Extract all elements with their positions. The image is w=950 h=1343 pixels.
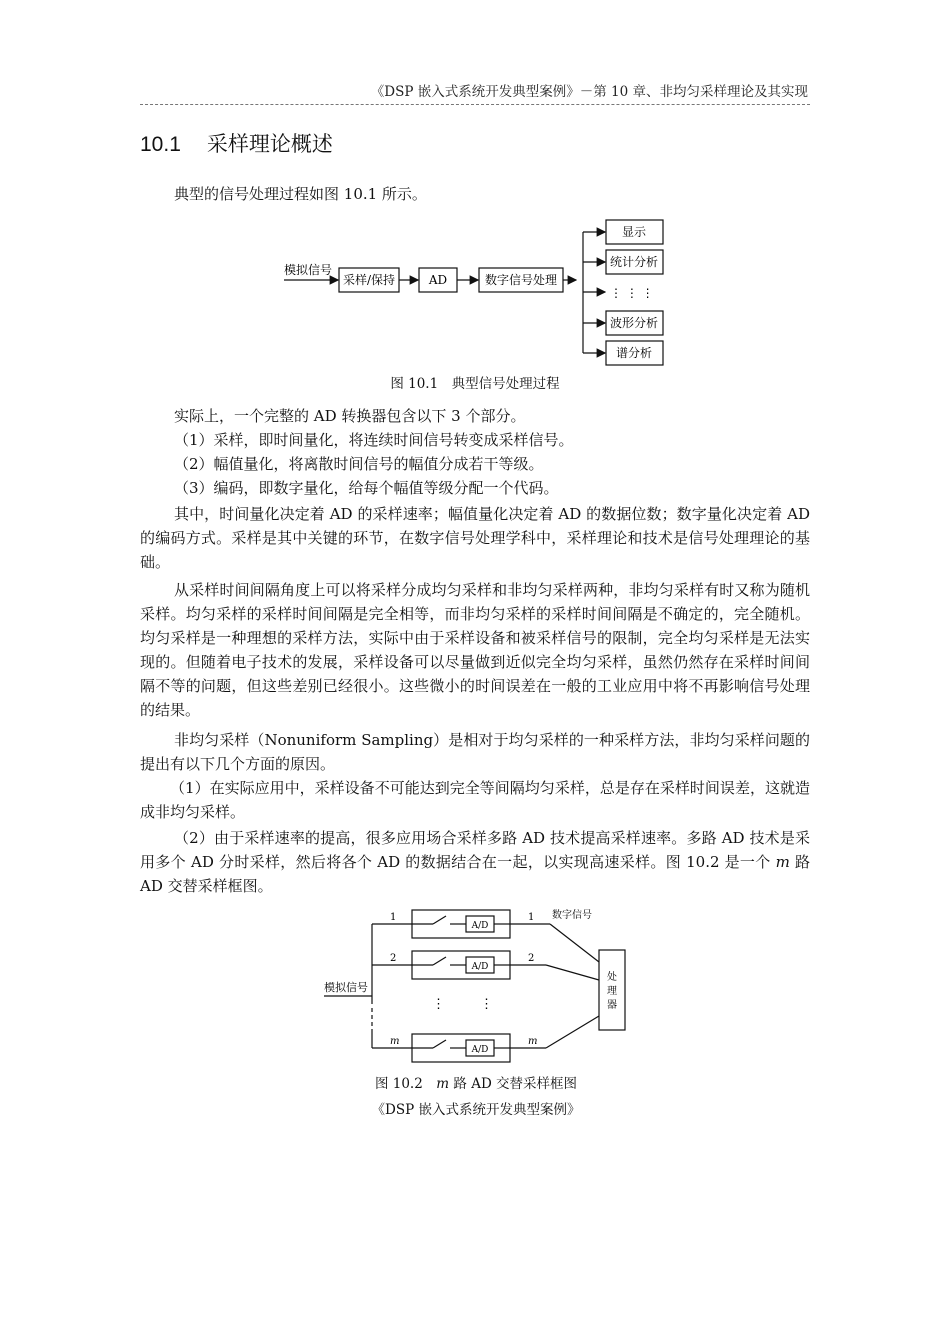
fig1-input-label: 模拟信号 (284, 263, 333, 277)
fig2-ch1-adc-label: A/D (471, 921, 489, 931)
fig2-chm-in-label: m (390, 1036, 400, 1047)
fig2-digital-label: 数字信号 (552, 910, 592, 921)
paragraph-7: 非均匀采样（Nonuniform Sampling）是相对于均匀采样的一种采样方法，非均匀采样问题的提出有以下几个方面的原因。 (140, 731, 810, 773)
fig2-ch1-in-label: 1 (390, 912, 397, 923)
fig2-ch1-switch (433, 916, 446, 924)
fig2-ch1-out-diag (550, 924, 599, 962)
running-header: 《DSP 嵌入式系统开发典型案例》－第 10 章、非均匀采样理论及其实现 (370, 84, 808, 100)
fig2-chm-out-diag (546, 1016, 599, 1048)
fig2-caption-post: 路 AD 交替采样框图 (449, 1076, 578, 1092)
fig1-out-display-label: 显示 (621, 225, 647, 239)
fig2-chm-switch (433, 1040, 446, 1048)
paragraph-3: （2）幅值量化，将离散时间信号的幅值分成若干等级。 (174, 455, 544, 473)
fig1-block-sample-hold-label: 采样/保持 (342, 273, 396, 287)
fig2-processor-char-1: 处 (607, 972, 617, 983)
header-rule (140, 104, 810, 105)
paragraph-1: 实际上，一个完整的 AD 转换器包含以下 3 个部分。 (174, 407, 526, 425)
fig1-out-spectrum-label: 谱分析 (615, 346, 653, 360)
section-heading (140, 128, 333, 158)
fig2-ch2-in-label: 2 (390, 953, 397, 964)
fig2-ch2-out-diag (546, 965, 599, 980)
paragraph-9 (140, 826, 810, 898)
fig2-caption-var: m (436, 1076, 450, 1092)
paragraph-4: （3）编码，即数字量化，给每个幅值等级分配一个代码。 (174, 479, 559, 497)
figure-10-2 (320, 904, 632, 1068)
fig2-vdots-1: ⋮ (432, 997, 445, 1012)
page-footer: 《DSP 嵌入式系统开发典型案例》 (371, 1102, 581, 1118)
fig1-block-dsp-label: 数字信号处理 (484, 273, 558, 287)
paragraph-6: 从采样时间间隔角度上可以将采样分成均匀采样和非均匀采样两种，非均匀采样有时又称为随机采样。均匀采样的采样时间间隔是完全相等，而非均匀采样的采样时间间隔是不确定的，完全随机。均匀采样是一种理想的采样方法，实际中由于采样设备和被采样信号的限制，完全均匀采样是无法实现的。但随着电子技术的发展，采样设备可以尽量做到近似完全均匀采样，虽然仍然存在采样时间间隔不等的问题，但这些差别已经很小。这些微小的时间误差在一般的工业应用中将不再影响信号处理的结果。 (140, 581, 810, 719)
fig1-ellipsis: ⋮ ⋮ ⋮ (610, 286, 654, 300)
fig2-caption-pre: 图 10.2 (374, 1076, 437, 1092)
fig2-vdots-2: ⋮ (480, 997, 493, 1012)
fig1-out-wave-label: 波形分析 (609, 316, 659, 330)
figure-10-2-caption (320, 1072, 632, 1092)
fig2-input-label: 模拟信号 (324, 981, 368, 994)
paragraph-5: 其中，时间量化决定着 AD 的采样速率；幅值量化决定着 AD 的数据位数；数字量化决定着 AD 的编码方式。采样是其中关键的环节，在数字信号处理学科中，采样理论和技术是信号处理理论的基础。 (140, 505, 810, 571)
fig2-ch2-switch (433, 957, 446, 965)
figure-10-1 (280, 212, 670, 370)
fig2-chm-adc-label: A/D (471, 1045, 489, 1055)
paragraph-8: （1）在实际应用中，采样设备不可能达到完全等间隔均匀采样，总是存在采样时间误差，这就造成非均匀采样。 (140, 779, 810, 821)
paragraph-9-part-b: 路 AD 交替采样框图。 (140, 853, 810, 895)
paragraph-2: （1）采样，即时间量化，将连续时间信号转变成采样信号。 (174, 431, 574, 449)
fig2-ch2-out-label: 2 (528, 953, 535, 964)
fig2-processor-char-3: 器 (607, 1000, 617, 1011)
section-number: 10.1 (140, 133, 181, 156)
section-title: 采样理论概述 (206, 132, 333, 156)
paragraph-9-variable: m (775, 853, 790, 871)
paragraph-intro: 典型的信号处理过程如图 10.1 所示。 (174, 185, 427, 203)
paragraph-9-part-a: （2）由于采样速率的提高，很多应用场合采样多路 AD 技术提高采样速率。多路 AD 技术是采用多个 AD 分时采样，然后将各个 AD 的数据结合在一起，以实现高速采样。图 10.2 是一个 (140, 829, 810, 871)
fig1-out-stat-label: 统计分析 (609, 255, 659, 269)
fig2-ch2-adc-label: A/D (471, 962, 489, 972)
figure-10-1-caption: 图 10.1 典型信号处理过程 (390, 376, 560, 392)
fig2-chm-out-label: m (528, 1036, 538, 1047)
fig1-block-ad-label: AD (428, 273, 448, 287)
fig2-processor-char-2: 理 (607, 986, 617, 997)
fig2-ch1-out-label: 1 (528, 912, 535, 923)
